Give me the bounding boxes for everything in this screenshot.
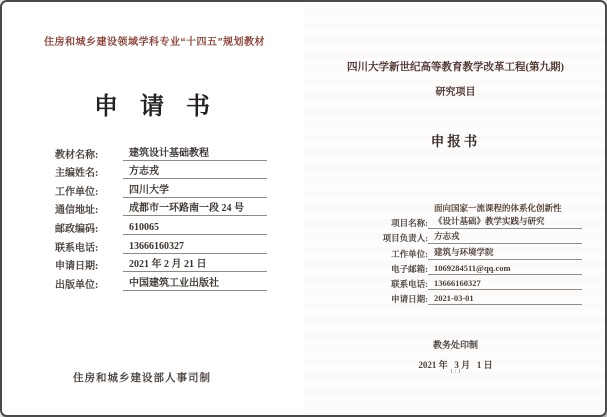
field-value: 2021-03-01 [428, 293, 582, 305]
application-form-page [2, 2, 304, 415]
field-row-application-date [55, 254, 267, 273]
field-value: 建筑与环境学院 [428, 246, 582, 260]
program-header-line1: 四川大学新世纪高等教育教学改革工程(第九期) [347, 62, 564, 73]
field-value: 方志戎 [123, 162, 267, 179]
field-label: 教材名称: [55, 149, 99, 161]
series-header: 住房和城乡建设领域学科专业“十四五”规划教材 [44, 37, 265, 48]
project-name-line1: 面向国家一流课程的体系化创新性 [434, 203, 562, 213]
field-label: 通信地址: [55, 205, 99, 217]
field-label: 邮政编码: [55, 223, 99, 235]
field-label: 电子邮箱: [391, 263, 428, 274]
field-row-project-name [352, 214, 582, 229]
field-row-textbook-name [55, 142, 267, 161]
field-value: 2021 年 2 月 21 日 [123, 255, 267, 272]
field-value: 13666160327 [428, 278, 582, 290]
field-label: 工作单位: [391, 248, 428, 259]
program-header-line2: 研究项目 [435, 87, 476, 98]
field-row-application-date [352, 290, 582, 305]
footer-page-number: 1 / 1 [450, 369, 461, 375]
field-row-editor-name [55, 161, 267, 180]
field-row-email [352, 260, 582, 275]
field-value: 13666160327 [123, 241, 267, 254]
application-form-fields [55, 142, 267, 291]
field-label: 联系电话: [391, 278, 428, 289]
field-value: 方志戎 [428, 230, 582, 244]
field-row-project-leader [352, 229, 582, 244]
field-label: 项目名称: [391, 218, 428, 229]
field-row-phone [352, 275, 582, 290]
field-row-postal-code [55, 216, 267, 235]
field-label: 工作单位: [55, 186, 99, 198]
field-label: 项目负责人: [382, 233, 428, 244]
field-label: 申请日期: [391, 294, 428, 305]
field-value: 中国建筑工业出版社 [123, 274, 267, 291]
footer-date: 2021 年 3 月 1 日 [418, 360, 493, 370]
field-value: 610065 [123, 222, 267, 235]
declaration-form-title: 申报书 [430, 134, 481, 149]
field-value: 1069284511@qq.com [428, 263, 582, 275]
field-row-work-unit [55, 179, 267, 198]
field-label: 申请日期: [55, 261, 99, 273]
field-value: 建筑设计基础教程 [123, 144, 267, 161]
declaration-form-fields [352, 214, 582, 305]
field-row-mailing-address [55, 198, 267, 217]
field-row-work-unit [352, 244, 582, 259]
declaration-form-page [304, 2, 607, 415]
field-value: 《设计基础》教学实践与研究 [428, 215, 582, 229]
printed-by-footer: 教务处印制 [432, 340, 478, 350]
application-form-title: 申请书 [94, 94, 232, 120]
issuing-department-footer: 住房和城乡建设部人事司制 [73, 373, 211, 384]
field-row-phone [55, 235, 267, 254]
field-label: 出版单位: [55, 279, 99, 291]
field-value: 成都市一环路南一段 24 号 [123, 199, 267, 216]
field-label: 联系电话: [55, 242, 99, 254]
field-label: 主编姓名: [55, 168, 99, 180]
field-value: 四川大学 [123, 181, 267, 198]
field-row-publisher [55, 272, 267, 291]
